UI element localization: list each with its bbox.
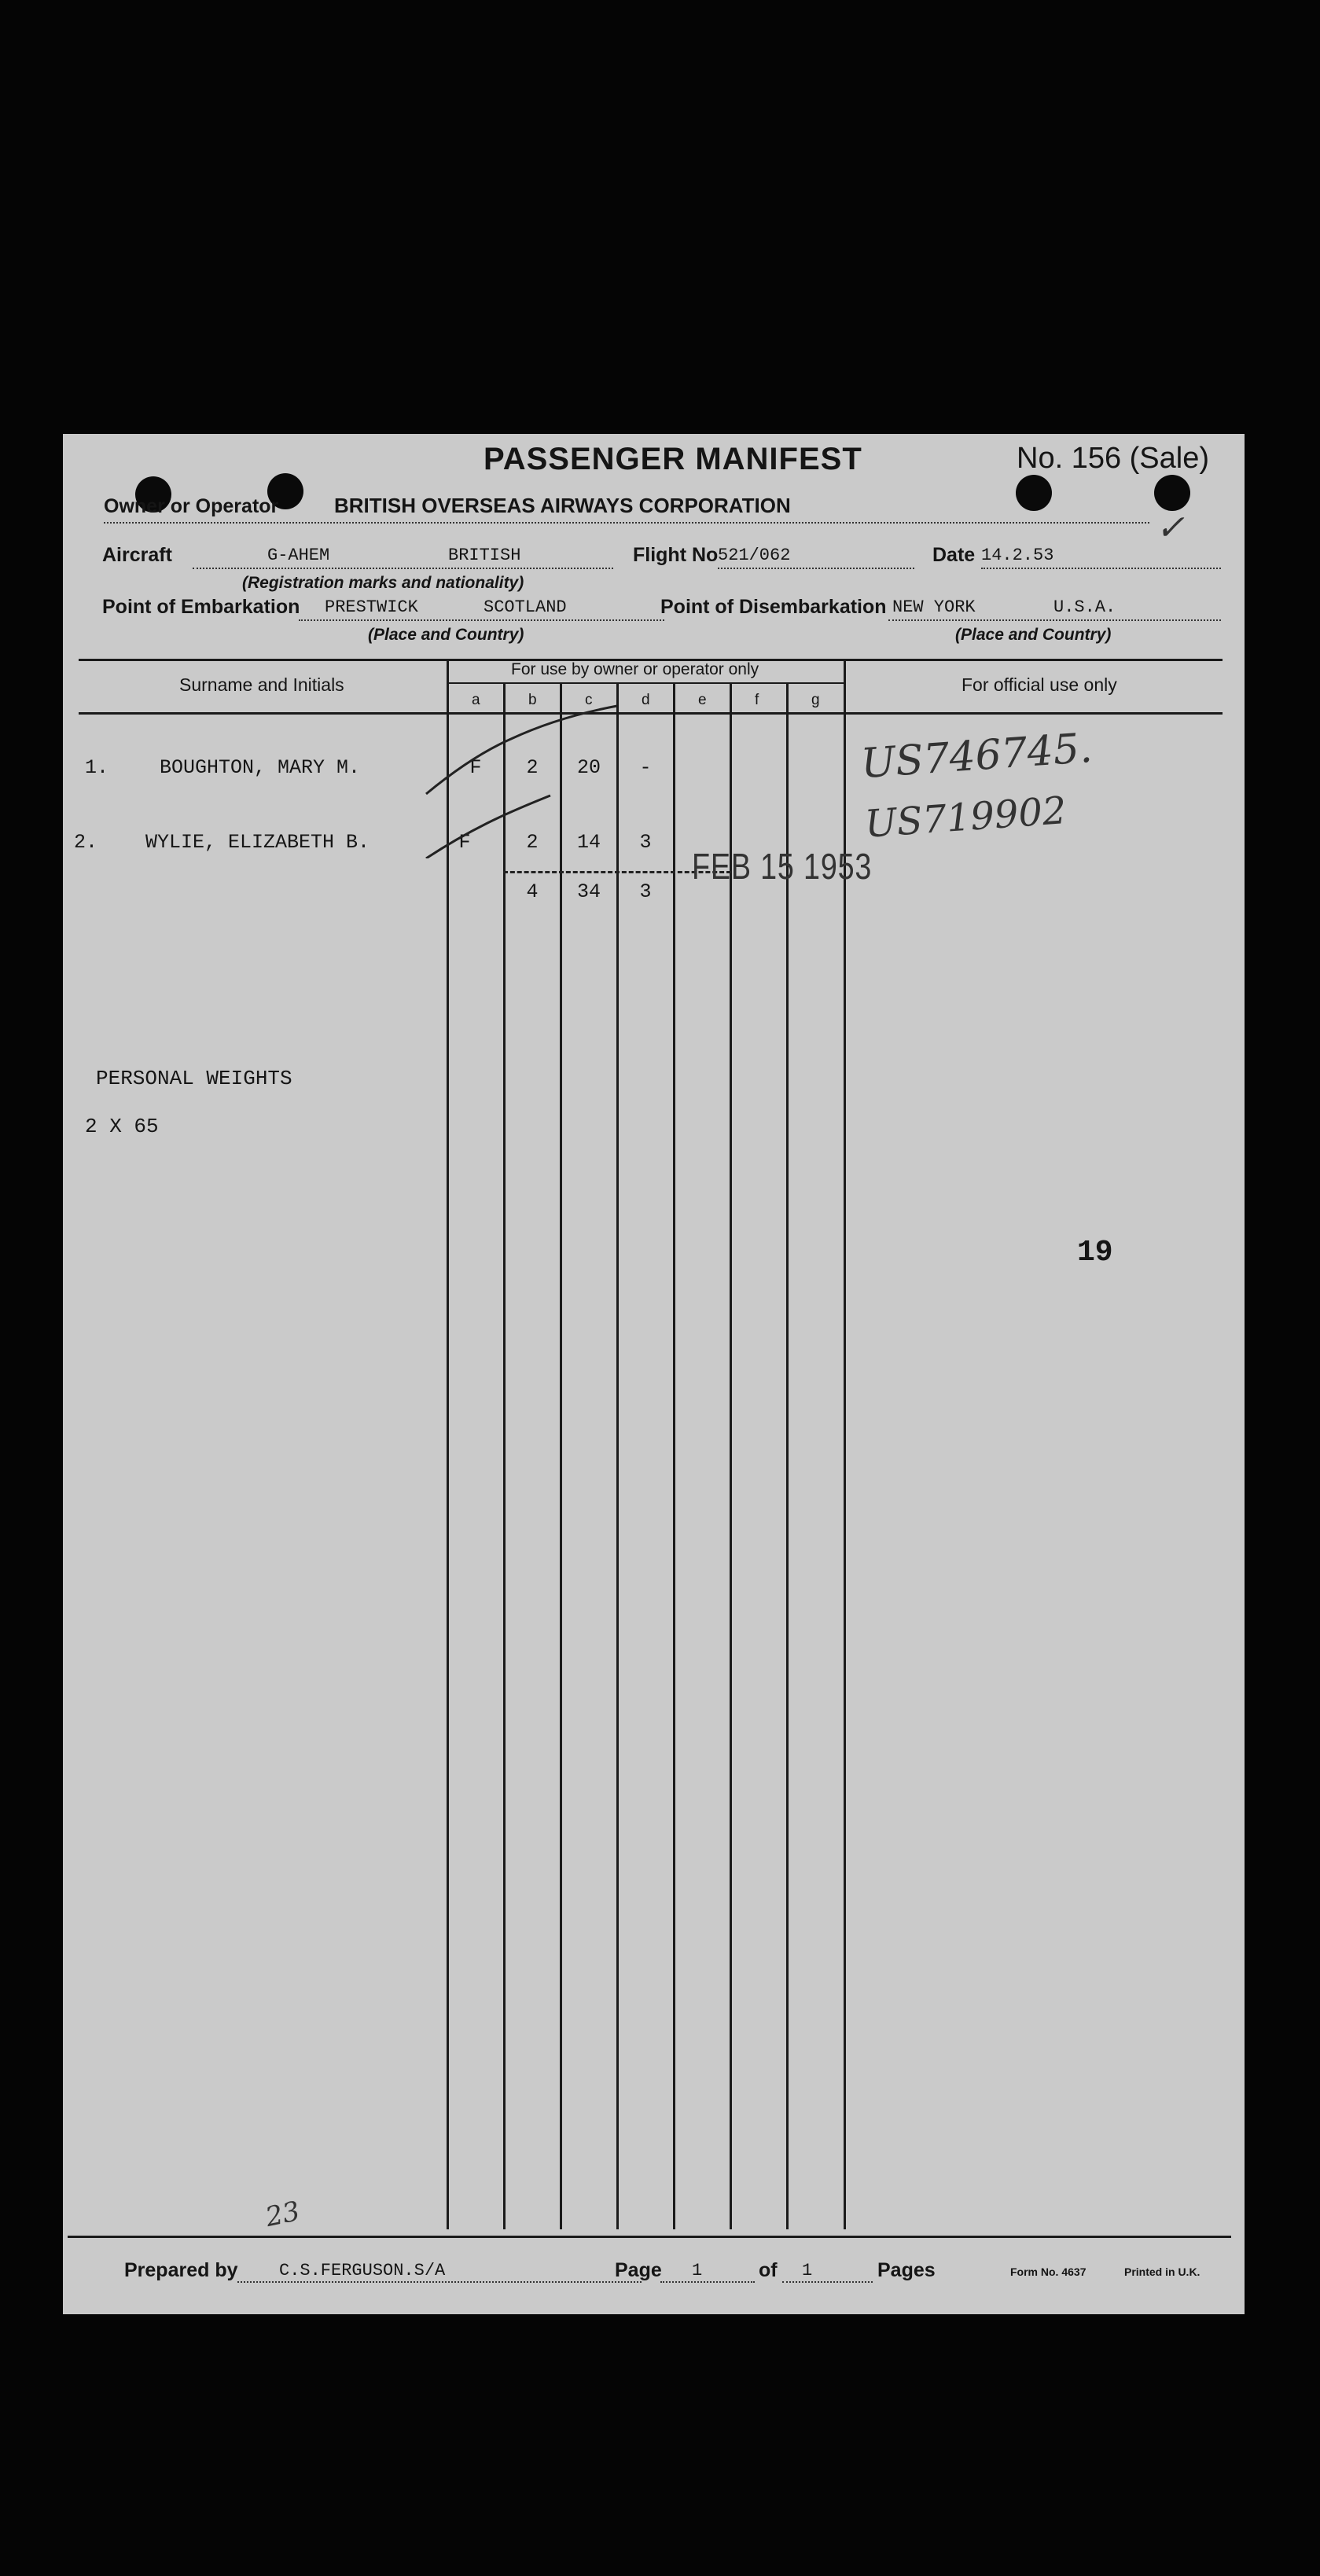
official-count-number: 19 <box>1077 1236 1113 1270</box>
cell-c: 20 <box>576 756 601 779</box>
total-b: 4 <box>526 880 539 903</box>
prepared-by-value: C.S.FERGUSON.S/A <box>279 2261 446 2280</box>
page-label: Page <box>615 2259 662 2281</box>
corner-initial: ✓ <box>1156 508 1185 548</box>
column-e-header: e <box>698 692 707 708</box>
page-number: 1 <box>692 2261 703 2280</box>
punch-hole <box>1154 475 1190 511</box>
column-c-header: c <box>585 692 593 708</box>
form-number: No. 156 (Sale) <box>1017 442 1210 475</box>
date-value: 14.2.53 <box>981 546 1054 565</box>
registration-note: (Registration marks and nationality) <box>242 574 524 592</box>
surname-header: Surname and Initials <box>179 674 344 695</box>
aircraft-label: Aircraft <box>102 544 172 566</box>
manifest-sheet <box>63 434 1245 2314</box>
place-note-embark: (Place and Country) <box>368 626 524 644</box>
column-d-header: d <box>642 692 650 708</box>
passenger-name: BOUGHTON, MARY M. <box>160 756 361 779</box>
disembarkation-place: NEW YORK <box>892 597 976 617</box>
cell-b: 2 <box>526 831 539 854</box>
received-date-stamp: FEB 15 1953 <box>692 846 873 887</box>
cell-b: 2 <box>526 756 539 779</box>
column-b-header: b <box>528 692 537 708</box>
row-number: 2. <box>74 831 98 854</box>
column-g-header: g <box>811 692 820 708</box>
total-d: 3 <box>639 880 652 903</box>
official-handwritten-number: US719902 <box>863 788 1068 847</box>
operator-header: For use by owner or operator only <box>511 660 759 678</box>
place-note-disembark: (Place and Country) <box>955 626 1112 644</box>
personal-weights-value: 2 X 65 <box>85 1115 159 1138</box>
total-pages: 1 <box>802 2261 813 2280</box>
official-header: For official use only <box>962 674 1117 695</box>
cell-d: - <box>639 756 652 779</box>
personal-weights-label: PERSONAL WEIGHTS <box>96 1067 292 1090</box>
column-f-header: f <box>755 692 759 708</box>
cell-a: F <box>458 831 471 854</box>
aircraft-registration: G-AHEM <box>267 546 330 565</box>
embarkation-label: Point of Embarkation <box>102 596 300 618</box>
cell-c: 14 <box>576 831 601 854</box>
cell-d: 3 <box>639 831 652 854</box>
punch-hole <box>1016 475 1052 511</box>
handwritten-bottom-mark: 23 <box>263 2195 303 2234</box>
passenger-name: WYLIE, ELIZABETH B. <box>145 831 370 854</box>
owner-label: Owner or Operator <box>104 495 279 517</box>
disembarkation-label: Point of Disembarkation <box>660 596 887 618</box>
printed-in-note: Printed in U.K. <box>1124 2265 1201 2278</box>
pages-label: Pages <box>877 2259 936 2281</box>
total-c: 34 <box>576 880 601 903</box>
disembarkation-country: U.S.A. <box>1053 597 1116 617</box>
flight-number: 521/062 <box>718 546 791 565</box>
check-mark-icon <box>425 701 629 858</box>
form-number-footer: Form No. 4637 <box>1010 2265 1087 2278</box>
form-title: PASSENGER MANIFEST <box>484 442 862 476</box>
aircraft-nationality: BRITISH <box>448 546 521 565</box>
row-number: 1. <box>85 756 109 779</box>
of-label: of <box>759 2259 778 2281</box>
table-header-rule <box>79 712 1223 715</box>
prepared-by-label: Prepared by <box>124 2259 238 2281</box>
column-a-header: a <box>472 692 480 708</box>
embarkation-place: PRESTWICK <box>325 597 418 617</box>
cell-a: F <box>469 756 482 779</box>
official-handwritten-number: US746745. <box>859 724 1094 788</box>
date-label: Date <box>932 544 976 566</box>
embarkation-country: SCOTLAND <box>484 597 567 617</box>
owner-value: BRITISH OVERSEAS AIRWAYS CORPORATION <box>334 494 791 517</box>
table-bottom-rule <box>68 2236 1231 2238</box>
flight-label: Flight No <box>633 544 719 566</box>
